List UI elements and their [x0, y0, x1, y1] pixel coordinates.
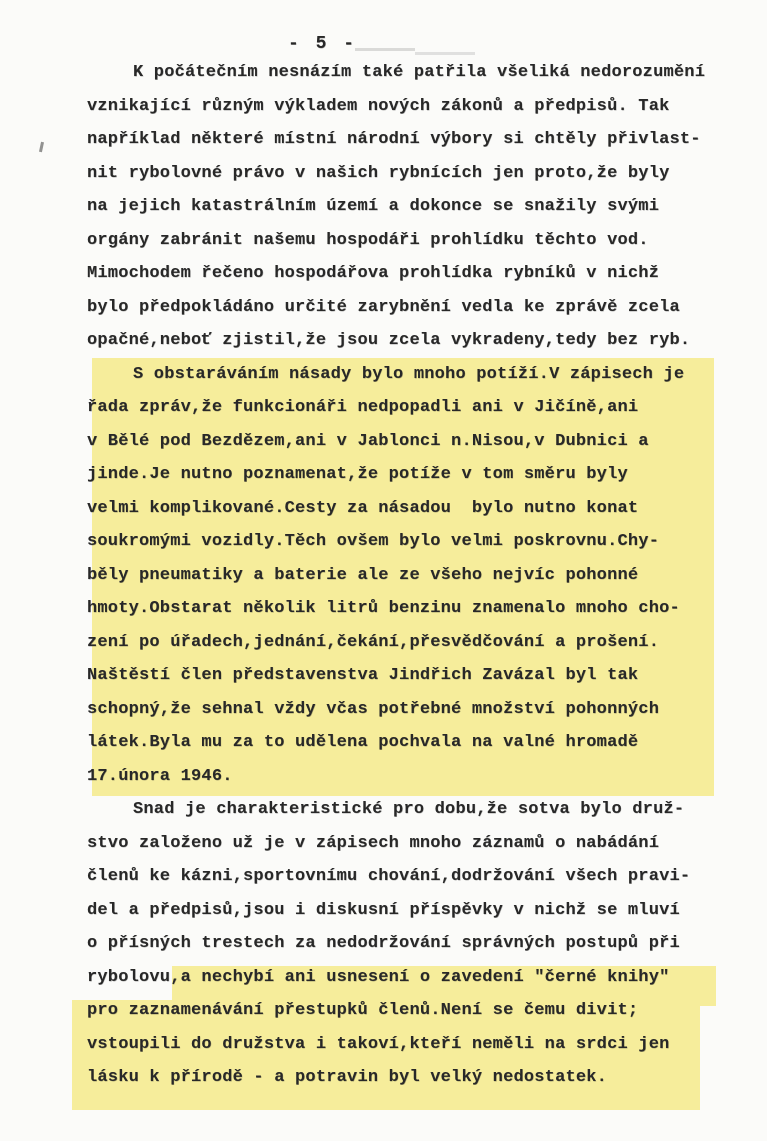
text-line: o přísných trestech za nedodržování správných postupů při: [87, 934, 680, 953]
text-line: lásku k přírodě - a potravin byl velký nedostatek.: [87, 1068, 608, 1087]
text-line: látek.Byla mu za to udělena pochvala na valné hromadě: [87, 733, 639, 752]
text-line: stvo založeno už je v zápisech mnoho záznamů o nabádání: [87, 833, 660, 853]
text-line: členů ke kázni,sportovnímu chování,dodržování všech pravi-: [87, 867, 691, 886]
text-line: S obstaráváním násady bylo mnoho potíží.V zápisech je: [133, 364, 685, 384]
text-line: zení po úřadech,jednání,čekání,přesvědčování a prošení.: [87, 632, 660, 652]
text-line: vstoupili do družstva i takoví,kteří neměli na srdci jen: [87, 1034, 670, 1054]
text-line: hmoty.Obstarat několik litrů benzinu znamenalo mnoho cho-: [87, 599, 680, 618]
text-line: na jejich katastrálním území a dokonce se snažily svými: [87, 197, 660, 216]
text-line: Naštěstí člen představenstva Jindřich Zavázal byl tak: [87, 666, 639, 685]
text-line: například některé místní národní výbory si chtěly přivlast-: [87, 130, 701, 149]
text-line: orgány zabránit našemu hospodáři prohlídku těchto vod.: [87, 230, 649, 250]
text-line: bylo předpokládáno určité zarybnění vedla ke zprávě zcela: [87, 297, 680, 317]
text-line: opačné,neboť zjistil,že jsou zcela vykradeny,tedy bez ryb.: [87, 331, 691, 350]
page-number: - 5 -: [288, 34, 358, 54]
text-line: Mimochodem řečeno hospodářova prohlídka rybníků v nichž: [87, 264, 660, 283]
text-line: Snad je charakteristické pro dobu,že sotva bylo druž-: [133, 800, 685, 819]
text-line: pro zaznamenávání přestupků členů.Není se čemu divit;: [87, 1001, 639, 1020]
text-line: jinde.Je nutno poznamenat,že potíže v tom směru byly: [87, 465, 628, 484]
text-line: soukromými vozidly.Těch ovšem bylo velmi poskrovnu.Chy-: [87, 532, 660, 551]
text-line: řada zpráv,že funkcionáři nedpopadli ani v Jičíně,ani: [87, 398, 639, 417]
text-line: vznikající různým výkladem nových zákonů a předpisů. Tak: [87, 96, 670, 116]
text-line: del a předpisů,jsou i diskusní příspěvky v nichž se mluví: [87, 900, 680, 920]
document-body: [87, 56, 727, 1095]
text-line: v Bělé pod Bezdězem,ani v Jablonci n.Nisou,v Dubnici a: [87, 431, 649, 451]
text-line: nit rybolovné právo v našich rybnících jen proto,že byly: [87, 163, 670, 183]
text-line: velmi komplikované.Cesty za násadou bylo nutno konat: [87, 498, 639, 518]
text-line: běly pneumatiky a baterie ale ze všeho nejvíc pohonné: [87, 565, 639, 585]
text-line: schopný,že sehnal vždy včas potřebné množství pohonných: [87, 699, 660, 719]
text-line: rybolovu,a nechybí ani usnesení o zavedení "černé knihy": [87, 967, 670, 987]
text-line: K počátečním nesnázím také patřila všeliká nedorozumění: [133, 63, 706, 82]
text-line: 17.února 1946.: [87, 766, 233, 786]
